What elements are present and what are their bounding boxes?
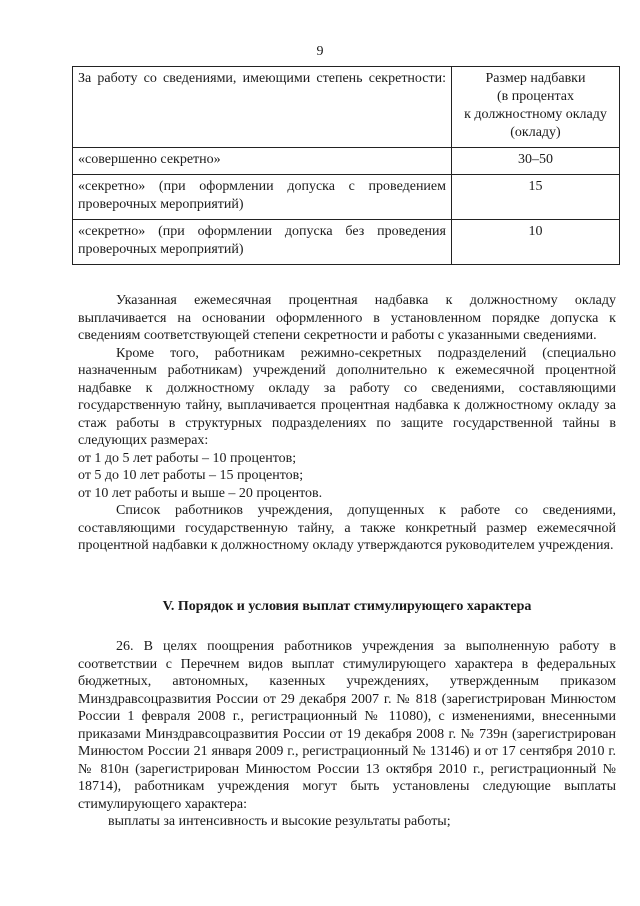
header-line: (окладу) bbox=[510, 125, 561, 140]
paragraph-employee-list: Список работников учреждения, допущенных к работе со сведениями, составляющими государственную тайну, а также конкретный размер ежемесячной процентной надбавки к должностному окладу утверждаются руководителем учреждения. bbox=[78, 503, 616, 553]
paragraph-allowance-basis: Указанная ежемесячная процентная надбавка к должностному окладу выплачивается на основании оформленного в установленном порядке допуска к сведениям соответствующей степени секретности и работы с указанными сведениями. bbox=[78, 293, 616, 343]
list-item: выплаты за интенсивность и высокие результаты работы; bbox=[108, 814, 451, 829]
table-header-row bbox=[73, 67, 620, 148]
paragraph-secret-units: Кроме того, работникам режимно-секретных подразделений (специально назначенным работникам) учреждений дополнительно к ежемесячной процентной надбавке к должностному окладу за работу со сведениями, составляющими государственную тайну, выплачивается процентная надбавка к должностному окладу за стаж работы в структурных подразделениях по защите государственной тайны в следующих размерах: bbox=[78, 345, 616, 448]
table-header-degree bbox=[73, 67, 452, 148]
section-v bbox=[78, 598, 616, 616]
seniority-item: от 5 до 10 лет работы – 15 процентов; bbox=[78, 468, 304, 483]
seniority-item: от 10 лет работы и выше – 20 процентов. bbox=[78, 485, 323, 501]
table-cell-degree: «совершенно секретно» bbox=[73, 148, 452, 175]
header-line: к должностному окладу bbox=[464, 107, 607, 122]
table-row bbox=[73, 220, 620, 265]
header-line: (в процентах bbox=[497, 89, 574, 104]
table-cell-percent: 10 bbox=[452, 220, 620, 265]
page-number: 9 bbox=[316, 44, 324, 59]
seniority-item: от 1 до 5 лет работы – 10 процентов; bbox=[78, 450, 297, 466]
header-line: Размер надбавки bbox=[485, 71, 586, 86]
table-row bbox=[73, 175, 620, 220]
table-header-percent bbox=[452, 67, 620, 148]
table-cell-percent: 15 bbox=[452, 175, 620, 220]
table-header-degree-text: За работу со сведениями, имеющими степень секретности: bbox=[78, 71, 446, 86]
allowance-text-block bbox=[78, 292, 616, 555]
secrecy-allowance-table bbox=[72, 66, 620, 265]
section-title: V. Порядок и условия выплат стимулирующего характера bbox=[162, 599, 532, 614]
paragraph-26: 26. В целях поощрения работников учреждения за выполненную работу в соответствии с Перечнем видов выплат стимулирующего характера в федеральных бюджетных, автономных, казенных учреждениях, утвержденным приказом Минздравсоцразвития России от 29 декабря 2007 г. № 818 (зарегистрирован Минюстом России 1 февраля 2008 г., регистрационный № 11080), с изменениями, внесенными приказами Минздравсоцразвития России от 19 декабря 2008 г. № 739н (зарегистрирован Минюстом России 21 января 2009 г., регистрационный № 13146) и от 17 сентября 2010 г. № 810н (зарегистрирован Минюстом России 13 октября 2010 г., регистрационный № 18714), работникам учреждения могут быть установлены следующие выплаты стимулирующего характера: bbox=[78, 639, 616, 812]
table-cell-degree: «секретно» (при оформлении допуска без проведения проверочных мероприятий) bbox=[73, 220, 452, 265]
section-v-body bbox=[78, 638, 616, 831]
table-cell-degree: «секретно» (при оформлении допуска с проведением проверочных мероприятий) bbox=[73, 175, 452, 220]
table-row bbox=[73, 148, 620, 175]
table-cell-percent: 30–50 bbox=[452, 148, 620, 175]
